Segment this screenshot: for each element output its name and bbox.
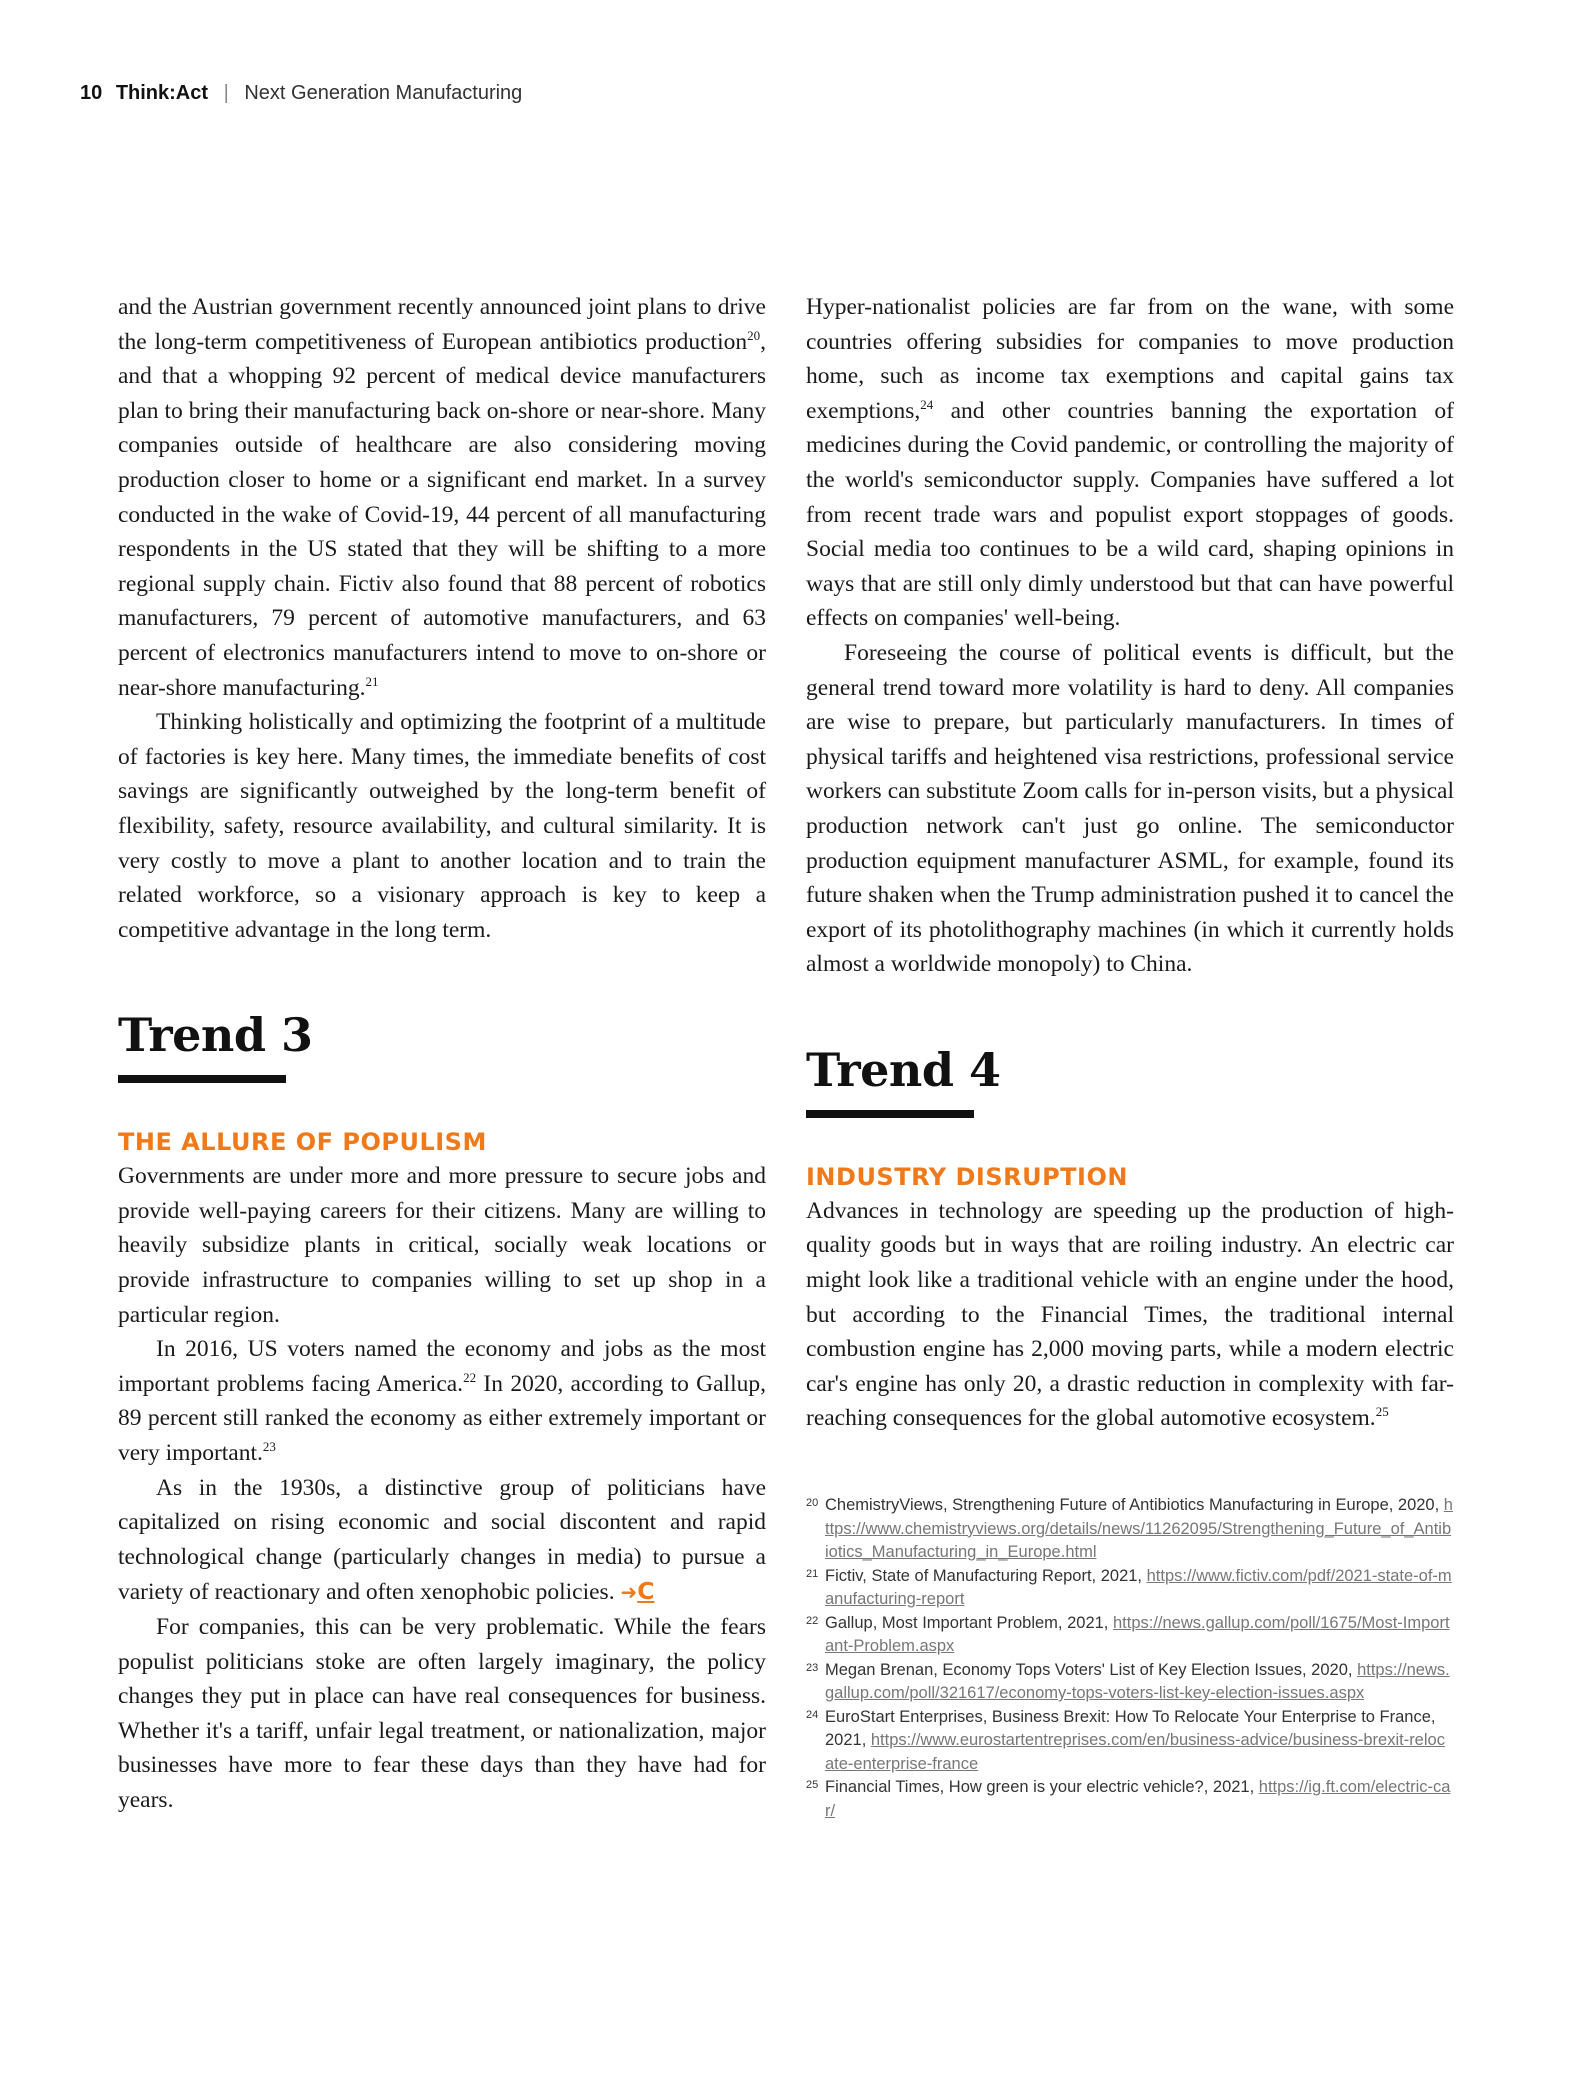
footnote-number: 24	[806, 1708, 819, 1721]
body-paragraph: Advances in technology are speeding up the production of high-quality goods but in ways that are roiling industry. An electric car might look like a traditional vehicle with an engine under the hood, but according to the Financial Times, the traditional internal combustion engine has 2,000 moving parts, while a modern electric car's engine has only 20, a drastic reduction in complexity with far-reaching consequences for the global automotive ecosystem.$^{25}$	[806, 1197, 1454, 1432]
footnote-ref-21[interactable]: 21	[365, 673, 379, 689]
footnote-number: 23	[806, 1661, 819, 1674]
body-paragraph: Thinking holistically and optimizing the footprint of a multitude of factories is key here. Many times, the immediate benefits of cost savings are significantly outweighed by the long-term benefit of flexibility, safety, resource availability, and cultural similarity. It is very costly to move a plant to another location and to train the related workforce, so a visionary approach is key to keep a competitive advantage in the long term.	[118, 709, 766, 943]
section-heading: THE ALLURE OF POPULISM	[118, 1128, 487, 1157]
footnote-number: 20	[806, 1497, 819, 1510]
footnotes	[806, 1494, 1454, 1823]
page-number: 10	[80, 82, 103, 104]
body-paragraph: In 2016, US voters named the economy and jobs as the most important problems facing America.$^{22}$ In 2020, according to Gallup, 89 percent still ranked the economy as either extremely important or very important.$^{23}$	[118, 1336, 766, 1467]
publication-title: Next Generation Manufacturing	[244, 82, 523, 104]
footnote-link[interactable]: https://ig.ft.com/electric-car/	[825, 1778, 1451, 1820]
footnote-item: 25 Financial Times, How green is your electric vehicle?, 2021, https://ig.ft.com/electric-car/	[806, 1776, 1454, 1823]
body-paragraph: Hyper-nationalist policies are far from on the wane, with some countries offering subsidies for companies to move production home, such as income tax exemptions and capital gains tax exemptions,$^{24}$ and other countries banning the exportation of medicines during the Covid pandemic, or controlling the majority of the world's semiconductor supply. Companies have suffered a lot from recent trade wars and populist export stoppages of goods. Social media too continues to be a wild card, shaping opinions in ways that are still only dimly understood but that can have powerful effects on companies' well-being.	[806, 294, 1454, 632]
left-column	[118, 290, 766, 1818]
footnote-number: 25	[806, 1779, 819, 1792]
body-paragraph: As in the 1930s, a distinctive group of politicians have capitalized on rising economic and social discontent and rapid technological change (particularly changes in media) to pursue a variety of reactionary and often xenophobic policies. ➜C	[118, 1474, 766, 1606]
footnote-number: 22	[806, 1614, 819, 1627]
cross-reference-link[interactable]: ➜C	[620, 1577, 655, 1606]
brand-name: Think:Act	[115, 82, 209, 104]
trend-3-block	[118, 1007, 766, 1083]
footnote-ref-23[interactable]: 23	[262, 1439, 276, 1455]
section-heading: INDUSTRY DISRUPTION	[806, 1162, 1128, 1191]
footnote-item: 22 Gallup, Most Important Problem, 2021, https://news.gallup.com/poll/1675/Most-Important-Problem.aspx	[806, 1612, 1454, 1659]
footnote-link[interactable]: https://www.fictiv.com/pdf/2021-state-of-manufacturing-report	[825, 1566, 1452, 1609]
footnote-ref-25[interactable]: 25	[1375, 1404, 1389, 1420]
arrow-right-icon: ➜	[620, 1580, 638, 1605]
body-paragraph: For companies, this can be very problematic. While the fears populist politicians stoke are often largely imaginary, the policy changes they put in place can have real consequences for business. Whether it's a tariff, unfair legal treatment, or nationalization, major businesses have more to fear these days than they have had for years.	[118, 1614, 766, 1813]
header-separator: |	[223, 82, 229, 104]
footnote-item: 23 Megan Brenan, Economy Tops Voters' List of Key Election Issues, 2020, https://news.gallup.com/poll/321617/economy-tops-voters-list-key-election-issues.aspx	[806, 1659, 1454, 1706]
running-header	[80, 82, 522, 105]
footnote-item: 24 EuroStart Enterprises, Business Brexit: How To Relocate Your Enterprise to France, 2021, https://www.eurostartentreprises.com/en/business-advice/business-brexit-relocate-enterprise-france	[806, 1706, 1454, 1777]
footnote-item: 20 ChemistryViews, Strengthening Future of Antibiotics Manufacturing in Europe, 2020, https://www.chemistryviews.org/details/news/11262095/Strengthening_Future_of_Antibiotics_Manufacturing_in_Europe.html	[806, 1494, 1454, 1565]
trend-title: Trend 4	[806, 1042, 1001, 1097]
footnote-link[interactable]: https://www.eurostartentreprises.com/en/business-advice/business-brexit-relocate-enterprise-france	[825, 1731, 1445, 1773]
body-paragraph: Governments are under more and more pressure to secure jobs and provide well-paying careers for their citizens. Many are willing to heavily subsidize plants in critical, socially weak locations or provide infrastructure to companies willing to set up shop in a particular region.	[118, 1163, 766, 1328]
body-paragraph: Foreseeing the course of political events is difficult, but the general trend toward more volatility is hard to deny. All companies are wise to prepare, but particularly manufacturers. In times of physical tariffs and heightened visa restrictions, professional service workers can substitute Zoom calls for in-person visits, but a physical production network can't just go online. The semiconductor production equipment manufacturer ASML, for example, found its future shaken when the Trump administration pushed it to cancel the export of its photolithography machines (in which it currently holds almost a worldwide monopoly) to China.	[806, 639, 1454, 978]
footnote-link[interactable]: https://news.gallup.com/poll/1675/Most-Important-Problem.aspx	[825, 1613, 1450, 1656]
trend-4-block	[806, 1042, 1454, 1118]
footnote-ref-24[interactable]: 24	[920, 396, 934, 412]
trend-rule	[118, 1075, 286, 1083]
right-column	[806, 290, 1454, 1823]
body-paragraph: and the Austrian government recently announced joint plans to drive the long-term competitiveness of European antibiotics production$^{20}$, and that a whopping 92 percent of medical device manufacturers plan to bring their manufacturing back on-shore or near-shore. Many companies outside of healthcare are also considering moving production closer to home or a significant end market. In a survey conducted in the wake of Covid-19, 44 percent of all manufacturing respondents in the US stated that they will be shifting to a more regional supply chain. Fictiv also found that 88 percent of robotics manufacturers, 79 percent of automotive manufacturers, and 63 percent of electronics manufacturers intend to move to on-shore or near-shore manufacturing.$^{21}$	[118, 294, 766, 701]
footnote-ref-20[interactable]: 20	[747, 327, 761, 343]
footnote-ref-22[interactable]: 22	[463, 1370, 477, 1386]
footnote-number: 21	[806, 1567, 819, 1580]
footnote-link[interactable]: https://news.gallup.com/poll/321617/economy-tops-voters-list-key-election-issues.aspx	[825, 1660, 1450, 1703]
trend-title: Trend 3	[118, 1008, 313, 1063]
footnote-link[interactable]: https://www.chemistryviews.org/details/news/11262095/Strengthening_Future_of_Antibiotics_Manufacturing_in_Europe.html	[825, 1496, 1453, 1562]
trend-rule	[806, 1110, 974, 1118]
footnote-item: 21 Fictiv, State of Manufacturing Report, 2021, https://www.fictiv.com/pdf/2021-state-of-manufacturing-report	[806, 1565, 1454, 1612]
